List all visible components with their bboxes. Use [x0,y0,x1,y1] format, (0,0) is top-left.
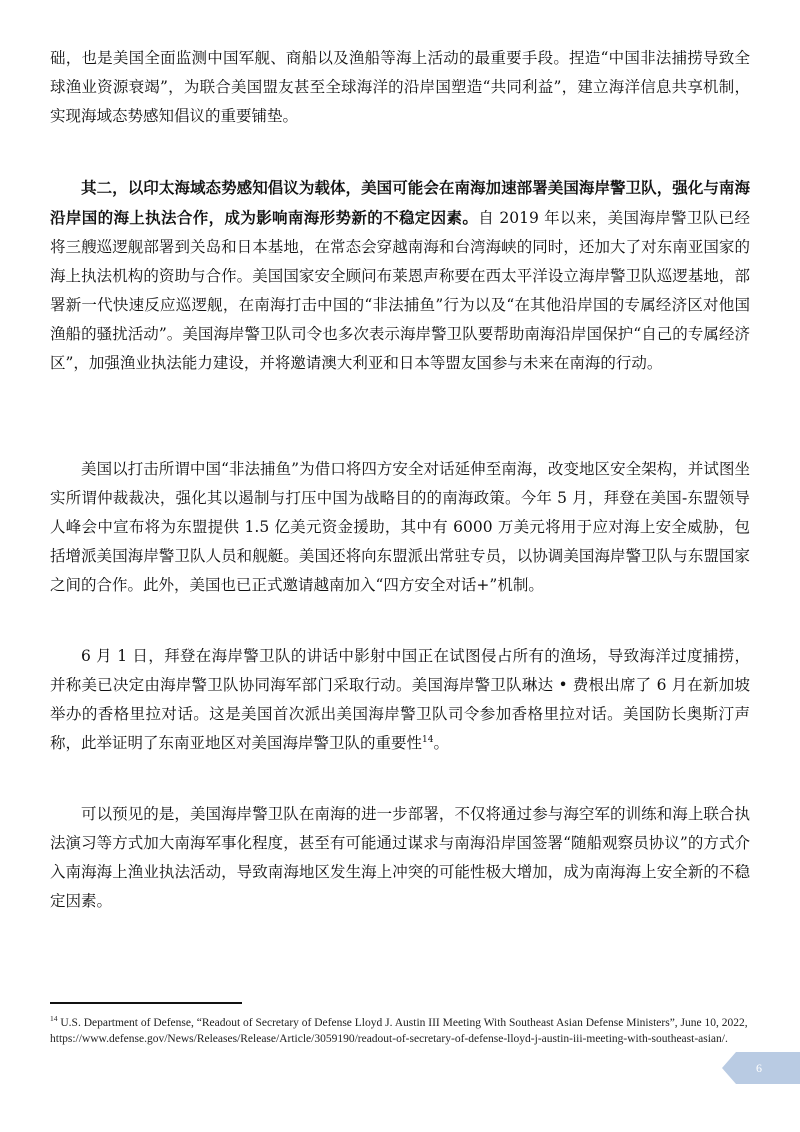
page-number: 6 [756,1061,762,1075]
paragraph-4-text: 6 月 1 日，拜登在海岸警卫队的讲话中影射中国正在试图侵占所有的渔场，导致海洋过度捕捞，并称美已决定由海岸警卫队协同海军部门采取行动。美国海岸警卫队琳达 • 费根出席了 6 月在新加坡举办的香格里拉对话。这是美国首次派出美国海岸警卫队司令参加香格里拉对话。美国防长奥斯汀声称，此举证明了东南亚地区对美国海岸警卫队的重要性 [50,647,750,752]
paragraph-3 [50,455,750,600]
footnote-reference[interactable]: 14 [422,734,434,745]
paragraph-5 [50,800,750,916]
paragraph-3-text: 美国以打击所谓中国“非法捕鱼”为借口将四方安全对话延伸至南海，改变地区安全架构，并试图坐实所谓仲裁裁决，强化其以遏制与打压中国为战略目的的南海政策。今年 5 月，拜登在美国-东盟领导人峰会中宣布将为东盟提供 1.5 亿美元资金援助，其中有 6000 万美元将用于应对海上安全威胁，包括增派美国海岸警卫队人员和舰艇。美国还将向东盟派出常驻专员，以协调美国海岸警卫队与东盟国家之间的合作。此外，美国也已正式邀请越南加入“四方安全对话+”机制。 [50,460,750,594]
paragraph-5-text: 可以预见的是，美国海岸警卫队在南海的进一步部署，不仅将通过参与海空军的训练和海上联合执法演习等方式加大南海军事化程度，甚至有可能通过谋求与南海沿岸国签署“随船观察员协议”的方式介入南海海上渔业执法活动，导致南海地区发生海上冲突的可能性极大增加，成为南海海上安全新的不稳定因素。 [50,805,750,910]
paragraph-1 [50,44,750,131]
footnote-number: 14 [50,1014,58,1023]
footnote-divider [50,1002,242,1004]
paragraph-4 [50,642,750,758]
paragraph-1-text: 础，也是美国全面监测中国军舰、商船以及渔船等海上活动的最重要手段。捏造“中国非法捕捞导致全球渔业资源衰竭”，为联合美国盟友甚至全球海洋的沿岸国塑造“共同利益”，建立海洋信息共享机制，实现海域态势感知倡议的重要铺垫。 [50,49,750,125]
footnote [50,1011,750,1047]
paragraph-2-text: 自 2019 年以来，美国海岸警卫队已经将三艘巡逻舰部署到关岛和日本基地，在常态会穿越南海和台湾海峡的同时，还加大了对东南亚国家的海上执法机构的资助与合作。美国国家安全顾问布莱恩声称要在西太平洋设立海岸警卫队巡逻基地，部署新一代快速反应巡逻舰，在南海打击中国的“非法捕鱼”行为以及“在其他沿岸国的专属经济区对他国渔船的骚扰活动”。美国海岸警卫队司令也多次表示海岸警卫队要帮助南海沿岸国保护“自己的专属经济区”，加强渔业执法能力建设，并将邀请澳大利亚和日本等盟友国参与未来在南海的行动。 [50,209,750,372]
footnote-text: U.S. Department of Defense, “Readout of Secretary of Defense Lloyd J. Austin III Meeting With Southeast Asian Defense Ministers”, June 10, 2022, https://www.defense.gov/News/Releases/Release/Article/3059190/readout-of-secretary-of-defense-lloyd-j-austin-iii-meeting-with-southeast-asian/. [50,1016,748,1045]
paragraph-2-bold-lead: 其二，以印太海域态势感知倡议为载体，美国可能会在南海加速部署美国海岸警卫队，强化与南海沿岸国的海上执法合作，成为影响南海形势新的不稳定因素。 [50,178,750,227]
paragraph-4-end: 。 [433,734,449,752]
paragraph-2 [50,173,750,378]
